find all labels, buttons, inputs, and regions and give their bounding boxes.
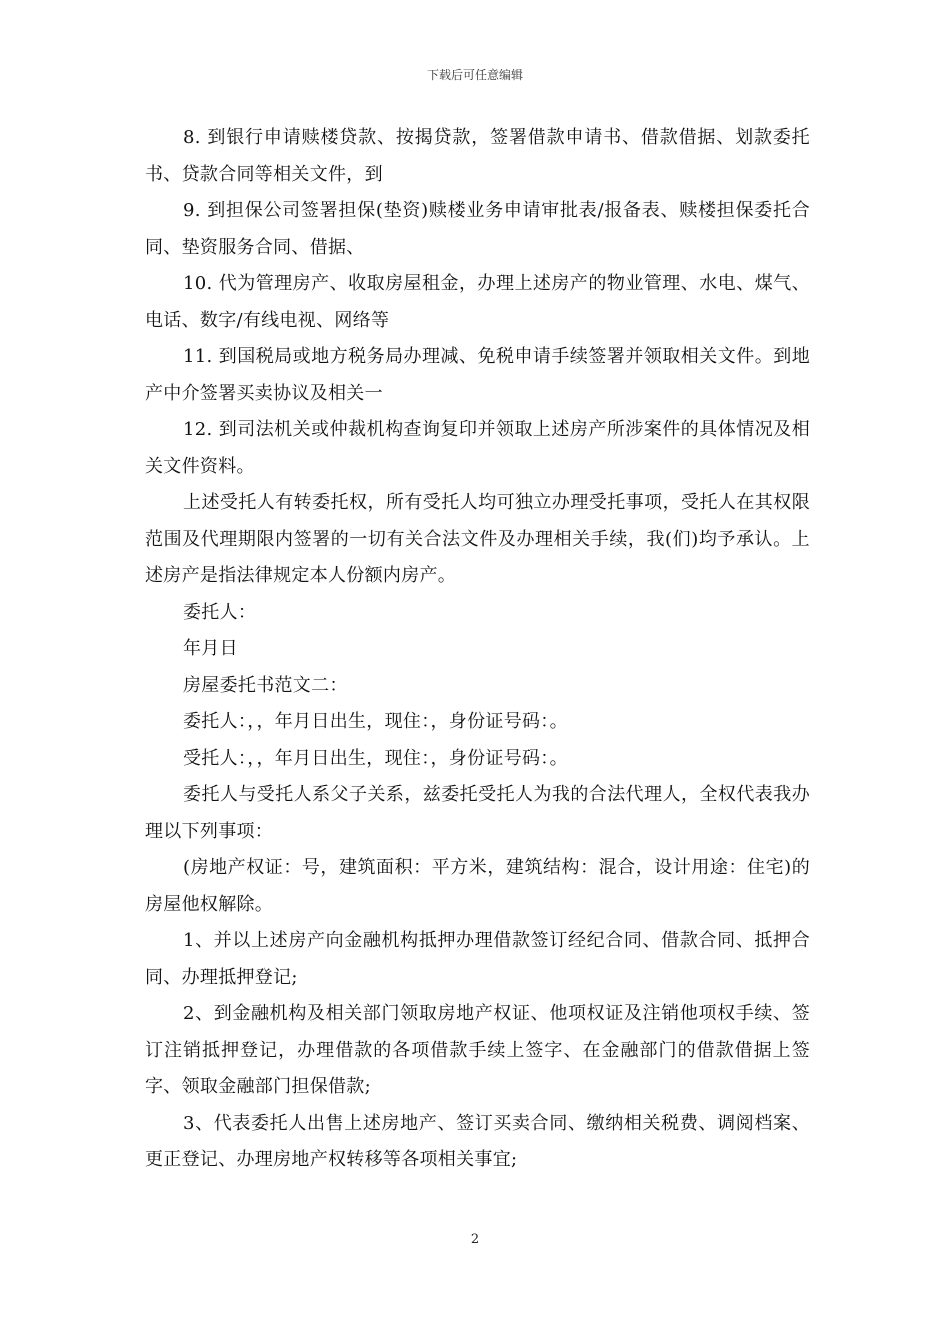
paragraph-item-11: 11. 到国税局或地方税务局办理减、免税申请手续签署并领取相关文件。到地产中介签署买卖协议及相关一	[145, 346, 810, 404]
paragraph-authorization-statement: 上述受托人有转委托权，所有受托人均可独立办理受托事项，受托人在其权限范围及代理期限内签署的一切有关合法文件及办理相关手续，我(们)均予承认。上述房产是指法律规定本人份额内房产。	[145, 492, 810, 586]
paragraph-matter-1: 1、并以上述房产向金融机构抵押办理借款签订经纪合同、借款合同、抵押合同、办理抵押登记;	[145, 930, 810, 988]
paragraph-item-9: 9. 到担保公司签署担保(垫资)赎楼业务申请审批表/报备表、赎楼担保委托合同、垫资服务合同、借据、	[145, 200, 810, 258]
paragraph-date: 年月日	[183, 638, 238, 659]
paragraph-matter-2: 2、到金融机构及相关部门领取房地产权证、他项权证及注销他项权手续、签订注销抵押登记，办理借款的各项借款手续上签字、在金融部门的借款借据上签字、领取金融部门担保借款;	[145, 1003, 810, 1097]
page-number: 2	[470, 1232, 480, 1247]
paragraph-property-details: (房地产权证：号，建筑面积：平方米，建筑结构：混合，设计用途：住宅)的房屋他权解除。	[145, 857, 810, 915]
paragraph-matter-3: 3、代表委托人出售上述房地产、签订买卖合同、缴纳相关税费、调阅档案、更正登记、办理房地产权转移等各项相关事宜;	[145, 1112, 810, 1170]
paragraph-agent-info: 受托人：，，年月日出生，现住：，身份证号码：。	[183, 747, 568, 769]
paragraph-item-8: 8. 到银行申请赎楼贷款、按揭贷款，签署借款申请书、借款借据、划款委托书、贷款合同等相关文件，到	[145, 127, 810, 185]
page-header: 下载后可任意编辑	[426, 68, 523, 82]
paragraph-item-10: 10. 代为管理房产、收取房屋租金，办理上述房产的物业管理、水电、煤气、电话、数字/有线电视、网络等	[145, 273, 810, 331]
paragraph-item-12: 12. 到司法机关或仲裁机构查询复印并领取上述房产所涉案件的具体情况及相关文件资料。	[145, 419, 810, 477]
paragraph-principal-signature: 委托人：	[183, 601, 257, 623]
paragraph-principal-info: 委托人：，，年月日出生，现住：，身份证号码：。	[183, 711, 568, 732]
document-body	[145, 120, 810, 1179]
paragraph-relationship: 委托人与受托人系父子关系，兹委托受托人为我的合法代理人，全权代表我办理以下列事项：	[145, 784, 810, 842]
paragraph-sample-two-title: 房屋委托书范文二：	[183, 674, 348, 696]
